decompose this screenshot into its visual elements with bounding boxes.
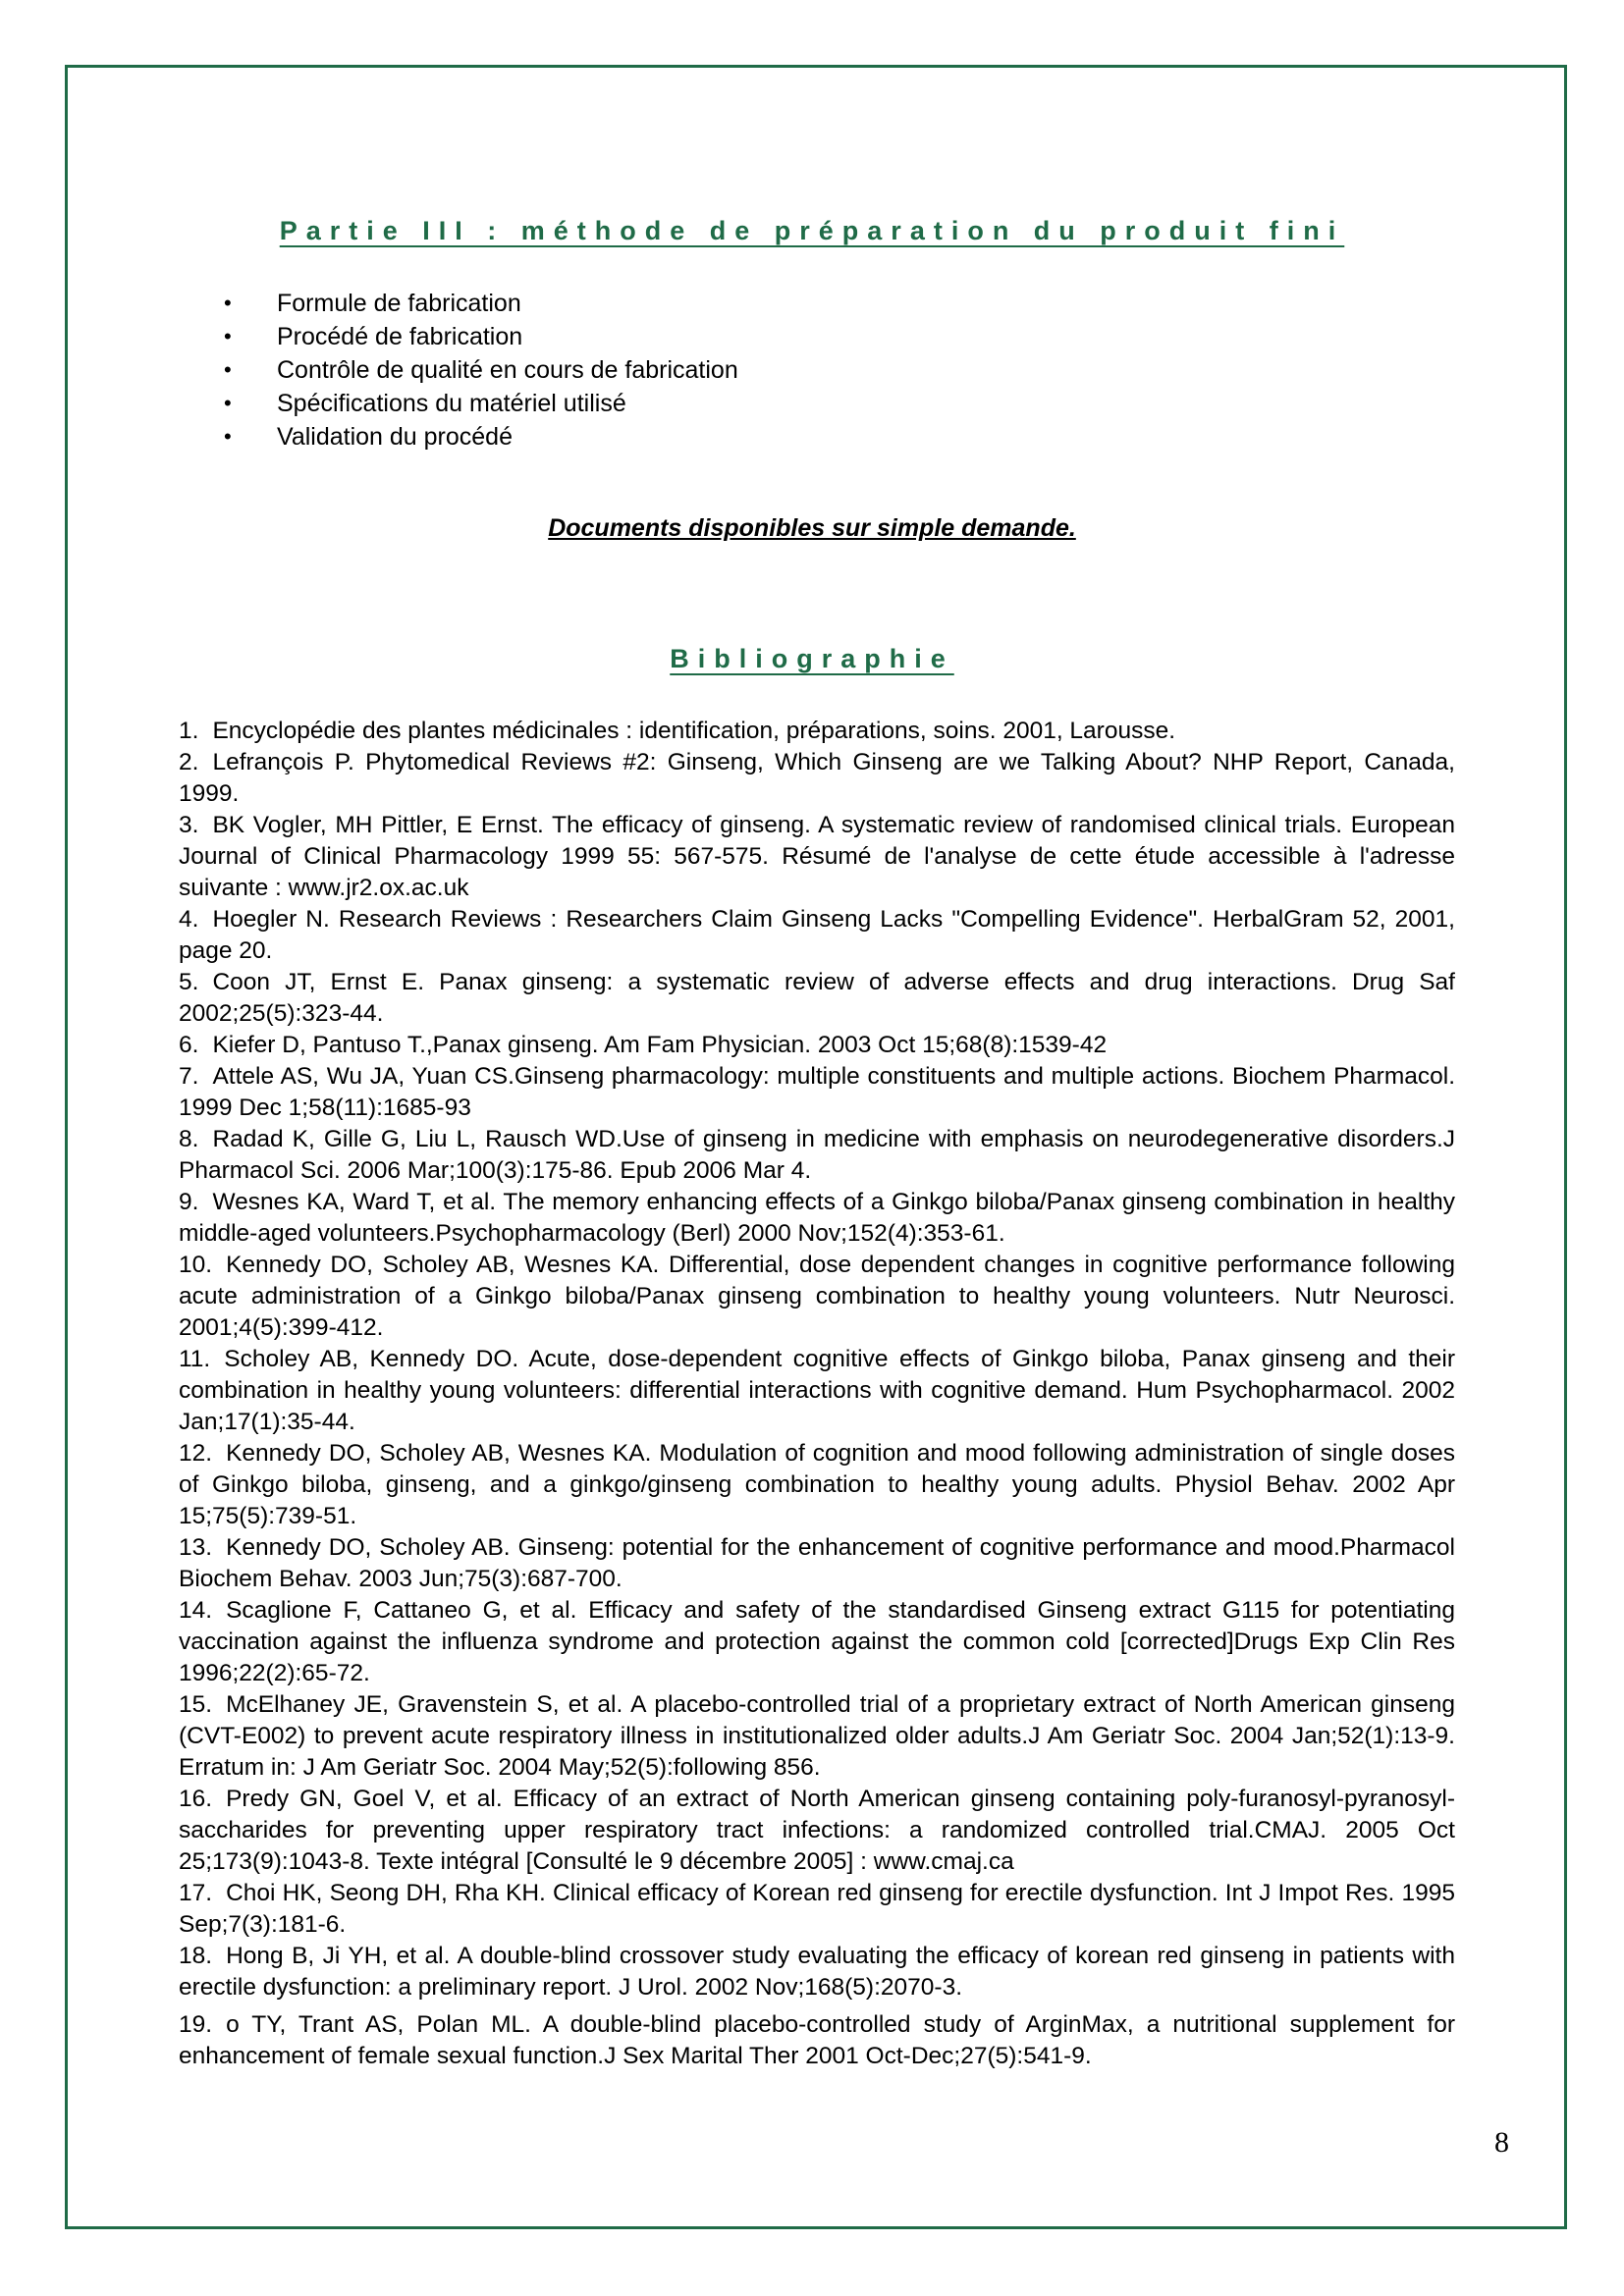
reference-text: o TY, Trant AS, Polan ML. A double-blind placebo-controlled study of ArginMax, a nutritional supplement for enhancement of female sexual function.J Sex Marital Ther 2001 Oct-Dec;27(5):541-9. [179, 2011, 1455, 2069]
reference-text: Scaglione F, Cattaneo G, et al. Efficacy and safety of the standardised Ginseng extract G115 for potentiating vaccination against the influenza syndrome and protection against the common cold [corrected]Drugs Exp Clin Res 1996;22(2):65-72. [179, 1597, 1455, 1686]
bullet-item: • Spécifications du matériel utilisé [224, 387, 738, 420]
reference-item [179, 1124, 1455, 1187]
reference-number: 13. [179, 1534, 213, 1561]
reference-text: Radad K, Gille G, Liu L, Rausch WD.Use of ginseng in medicine with emphasis on neurodegenerative disorders.J Pharmacol Sci. 2006 Mar;100(3):175-86. Epub 2006 Mar 4. [179, 1126, 1455, 1184]
reference-item [179, 2009, 1455, 2072]
reference-number: 10. [179, 1252, 213, 1278]
reference-item [179, 1438, 1455, 1532]
reference-number: 8. [179, 1126, 199, 1152]
reference-item [179, 1030, 1455, 1061]
reference-text: Kennedy DO, Scholey AB. Ginseng: potential for the enhancement of cognitive performance and mood.Pharmacol Biochem Behav. 2003 Jun;75(3):687-700. [179, 1534, 1455, 1592]
bullet-item: • Contrôle de qualité en cours de fabrication [224, 353, 738, 387]
reference-item [179, 1250, 1455, 1344]
reference-text: Hoegler N. Research Reviews : Researchers Claim Ginseng Lacks "Compelling Evidence". HerbalGram 52, 2001, page 20. [179, 906, 1455, 964]
reference-text: Kennedy DO, Scholey AB, Wesnes KA. Modulation of cognition and mood following administration of single doses of Ginkgo biloba, ginseng, and a ginkgo/ginseng combination to healthy young adults. Physiol Behav. 2002 Apr 15;75(5):739-51. [179, 1440, 1455, 1529]
reference-number: 14. [179, 1597, 213, 1624]
reference-item [179, 1187, 1455, 1250]
reference-item [179, 1784, 1455, 1878]
reference-number: 7. [179, 1063, 199, 1090]
reference-item [179, 1061, 1455, 1124]
bullet-list [224, 287, 738, 454]
reference-number: 19. [179, 2011, 213, 2038]
reference-item [179, 810, 1455, 904]
reference-number: 15. [179, 1691, 213, 1718]
page-number: 8 [1494, 2126, 1509, 2159]
reference-number: 5. [179, 969, 199, 995]
reference-number: 16. [179, 1786, 213, 1812]
reference-item [179, 1532, 1455, 1595]
reference-number: 3. [179, 812, 199, 838]
section-heading-bibliography [0, 644, 1624, 674]
reference-text: Attele AS, Wu JA, Yuan CS.Ginseng pharmacology: multiple constituents and multiple actions. Biochem Pharmacol. 1999 Dec 1;58(11):1685-93 [179, 1063, 1455, 1121]
reference-number: 12. [179, 1440, 213, 1467]
reference-number: 17. [179, 1880, 213, 1906]
reference-item [179, 1689, 1455, 1784]
reference-text: Scholey AB, Kennedy DO. Acute, dose-dependent cognitive effects of Ginkgo biloba, Panax ginseng and their combination in healthy young volunteers: differential interactions with cognitive demand. Hum Psychopharmacol. 2002 Jan;17(1):35-44. [179, 1346, 1455, 1435]
reference-list [179, 716, 1455, 2072]
reference-item [179, 747, 1455, 810]
bullet-item: • Formule de fabrication [224, 287, 738, 320]
reference-text: Wesnes KA, Ward T, et al. The memory enhancing effects of a Ginkgo biloba/Panax ginseng combination in healthy middle-aged volunteers.Psychopharmacology (Berl) 2000 Nov;152(4):353-61. [179, 1189, 1455, 1247]
reference-item [179, 716, 1455, 747]
reference-item [179, 1941, 1455, 2003]
reference-text: McElhaney JE, Gravenstein S, et al. A placebo-controlled trial of a proprietary extract of North American ginseng (CVT-E002) to prevent acute respiratory illness in institutionalized older adults.J Am Geriatr Soc. 2004 Jan;52(1):13-9. Erratum in: J Am Geriatr Soc. 2004 May;52(5):following 856. [179, 1691, 1455, 1781]
reference-number: 4. [179, 906, 199, 933]
bullet-item: • Validation du procédé [224, 420, 738, 454]
reference-text: Coon JT, Ernst E. Panax ginseng: a systematic review of adverse effects and drug interactions. Drug Saf 2002;25(5):323-44. [179, 969, 1455, 1027]
section-heading-part-iii [0, 216, 1624, 246]
reference-item [179, 967, 1455, 1030]
reference-text: Lefrançois P. Phytomedical Reviews #2: Ginseng, Which Ginseng are we Talking About? NHP Report, Canada, 1999. [179, 749, 1455, 807]
reference-text: Kennedy DO, Scholey AB, Wesnes KA. Differential, dose dependent changes in cognitive performance following acute administration of a Ginkgo biloba/Panax ginseng combination to healthy young volunteers. Nutr Neurosci. 2001;4(5):399-412. [179, 1252, 1455, 1341]
reference-text: Hong B, Ji YH, et al. A double-blind crossover study evaluating the efficacy of korean red ginseng in patients with erectile dysfunction: a preliminary report. J Urol. 2002 Nov;168(5):2070-3. [179, 1943, 1455, 2001]
reference-text: Encyclopédie des plantes médicinales : identification, préparations, soins. 2001, Larousse. [212, 718, 1176, 744]
reference-text: BK Vogler, MH Pittler, E Ernst. The efficacy of ginseng. A systematic review of randomised clinical trials. European Journal of Clinical Pharmacology 1999 55: 567-575. Résumé de l'analyse de cette étude accessible à l'adresse suivante : www.jr2.ox.ac.uk [179, 812, 1455, 901]
reference-item [179, 1344, 1455, 1438]
reference-text: Predy GN, Goel V, et al. Efficacy of an extract of North American ginseng containing poly-furanosyl-pyranosyl-saccharides for preventing upper respiratory tract infections: a randomized controlled trial.CMAJ. 2005 Oct 25;173(9):1043-8. Texte intégral [Consulté le 9 décembre 2005] : www.cmaj.ca [179, 1786, 1455, 1875]
reference-item [179, 904, 1455, 967]
reference-number: 11. [179, 1346, 211, 1372]
reference-text: Kiefer D, Pantuso T.,Panax ginseng. Am Fam Physician. 2003 Oct 15;68(8):1539-42 [212, 1032, 1108, 1058]
part-title: Partie III : méthode de préparation du produit fini [279, 216, 1345, 245]
availability-note: Documents disponibles sur simple demande. [548, 514, 1076, 542]
bullet-item: • Procédé de fabrication [224, 320, 738, 353]
bibliography-title: Bibliographie [670, 644, 954, 673]
reference-number: 2. [179, 749, 199, 775]
reference-item [179, 1878, 1455, 1941]
reference-number: 6. [179, 1032, 199, 1058]
reference-number: 1. [179, 718, 199, 744]
reference-text: Choi HK, Seong DH, Rha KH. Clinical efficacy of Korean red ginseng for erectile dysfunction. Int J Impot Res. 1995 Sep;7(3):181-6. [179, 1880, 1455, 1938]
reference-number: 9. [179, 1189, 199, 1215]
reference-number: 18. [179, 1943, 213, 1969]
reference-item [179, 1595, 1455, 1689]
